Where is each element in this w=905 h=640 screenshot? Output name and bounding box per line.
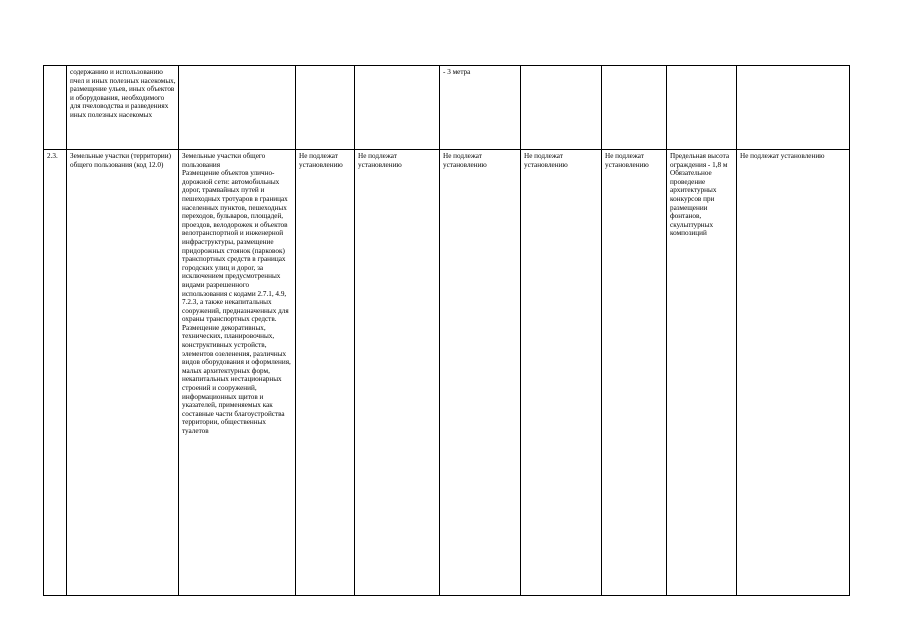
table-row xyxy=(44,66,850,150)
table-cell xyxy=(355,66,440,150)
table-cell-permitted-use: Земельные участки общего пользования Размещение объектов улично-дорожной сети: автомобильных дорог, трамвайных путей и пешеходных тротуаров в границах населенных пунктов, пешеходных переходов, бульваров, площадей, проездов, велодорожек и объектов велотранспортной и инженерной инфраструктуры, размещение придорожных стоянок (парковок) транспортных средств в границах городских улиц и дорог, за исключением предусмотренных видами разрешенного использования с кодами 2.7.1, 4.9, 7.2.3, а также некапитальных сооружений, предназначенных для охраны транспортных средств. Размещение декоративных, технических, планировочных, конструктивных устройств, элементов озеленения, различных видов оборудования и оформления, малых архитектурных форм, некапитальных нестационарных строений и сооружений, информационных щитов и указателей, применяемых как составные части благоустройства территории, общественных туалетов xyxy=(179,150,296,596)
table-cell-number: 2.3. xyxy=(44,150,67,596)
table-cell-restrictions: Предельная высота ограждения - 1,8 м Обязательное проведение архитектурных конкурсов при размещении фонтанов, скульптурных композиций xyxy=(667,150,737,596)
table-cell: Не подлежат установлению xyxy=(737,150,850,596)
table-cell xyxy=(521,66,602,150)
table-cell xyxy=(296,66,355,150)
table-cell xyxy=(602,66,667,150)
table-cell: Не подлежат установлению xyxy=(521,150,602,596)
table-cell: Не подлежат установлению xyxy=(296,150,355,596)
table-cell: Не подлежат установлению xyxy=(602,150,667,596)
table-cell-permitted-use xyxy=(179,66,296,150)
table-cell: Не подлежат установлению xyxy=(440,150,521,596)
table-cell-number xyxy=(44,66,67,150)
table-cell-description: содержанию и использованию пчел и иных полезных насекомых, размещение ульев, иных объектов и оборудования, необходимого для пчеловодства и разведениях иных полезных насекомых xyxy=(67,66,179,150)
table-cell xyxy=(667,66,737,150)
table-cell: Не подлежат установлению xyxy=(355,150,440,596)
regulations-table xyxy=(43,65,850,596)
table-cell-zone-name: Земельные участки (территории) общего пользования (код 12.0) xyxy=(67,150,179,596)
table-cell-setback: - 3 метра xyxy=(440,66,521,150)
table-cell xyxy=(737,66,850,150)
table-row xyxy=(44,150,850,596)
